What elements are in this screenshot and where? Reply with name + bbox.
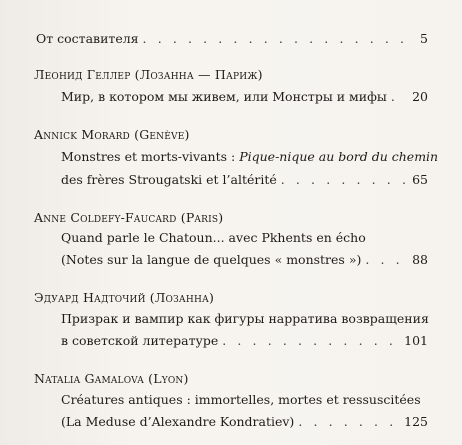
toc-title-4-line1: Призрак и вампир как фигуры нарратива возвращения <box>61 311 429 326</box>
toc-title-2-line1 <box>61 149 438 164</box>
toc-author-3: Anne Coldefy-Faucard (Paris) <box>34 210 224 225</box>
dot-leader <box>391 89 406 105</box>
toc-row-5 <box>61 414 428 430</box>
toc-row-1 <box>61 89 428 105</box>
toc-page-1: 20 <box>412 89 428 104</box>
toc-author-5: Natalia Gamalova (Lyon) <box>34 371 189 386</box>
toc-title-1: Мир, в котором мы живем, или Монстры и мифы <box>61 89 387 104</box>
toc-row-4 <box>61 333 428 349</box>
toc-page-3: 88 <box>412 252 428 267</box>
toc-title-3-line2: (Notes sur la langue de quelques « monstres ») <box>61 252 362 267</box>
toc-row-intro <box>36 31 428 47</box>
toc-author-2: Annick Morard (Genève) <box>34 127 190 142</box>
toc-author-4: Эдуард Надточий (Лозанна) <box>34 290 215 305</box>
toc-row-3 <box>61 252 428 268</box>
dot-leader <box>222 333 398 349</box>
dot-leader <box>281 172 406 188</box>
toc-page-5: 125 <box>404 414 428 429</box>
toc-title-5-line2: (La Meduse d’Alexandre Kondratiev) <box>61 414 295 429</box>
toc-title-2-line2: des frères Strougatski et l’altérité <box>61 172 277 187</box>
toc-intro-title: От составителя <box>36 31 139 46</box>
dot-leader <box>365 252 406 268</box>
toc-title-3-line1: Quand parle le Chatoun... avec Pkhents en écho <box>61 230 366 245</box>
toc-intro-page: 5 <box>420 31 428 46</box>
dot-leader <box>298 414 398 430</box>
toc-page-2: 65 <box>412 172 428 187</box>
toc-title-2-italic: Pique-nique au bord du chemin <box>239 149 439 164</box>
toc-page-4: 101 <box>404 333 428 348</box>
dot-leader <box>143 31 415 47</box>
toc-author-1: Леонид Геллер (Лозанна — Париж) <box>34 67 263 82</box>
toc-title-4-line2: в советской литературе <box>61 333 219 348</box>
toc-title-5-line1: Créatures antiques : immortelles, mortes et ressuscitées <box>61 392 421 407</box>
toc-title-2-plain: Monstres et morts-vivants : <box>61 149 240 164</box>
toc-row-2 <box>61 172 428 188</box>
